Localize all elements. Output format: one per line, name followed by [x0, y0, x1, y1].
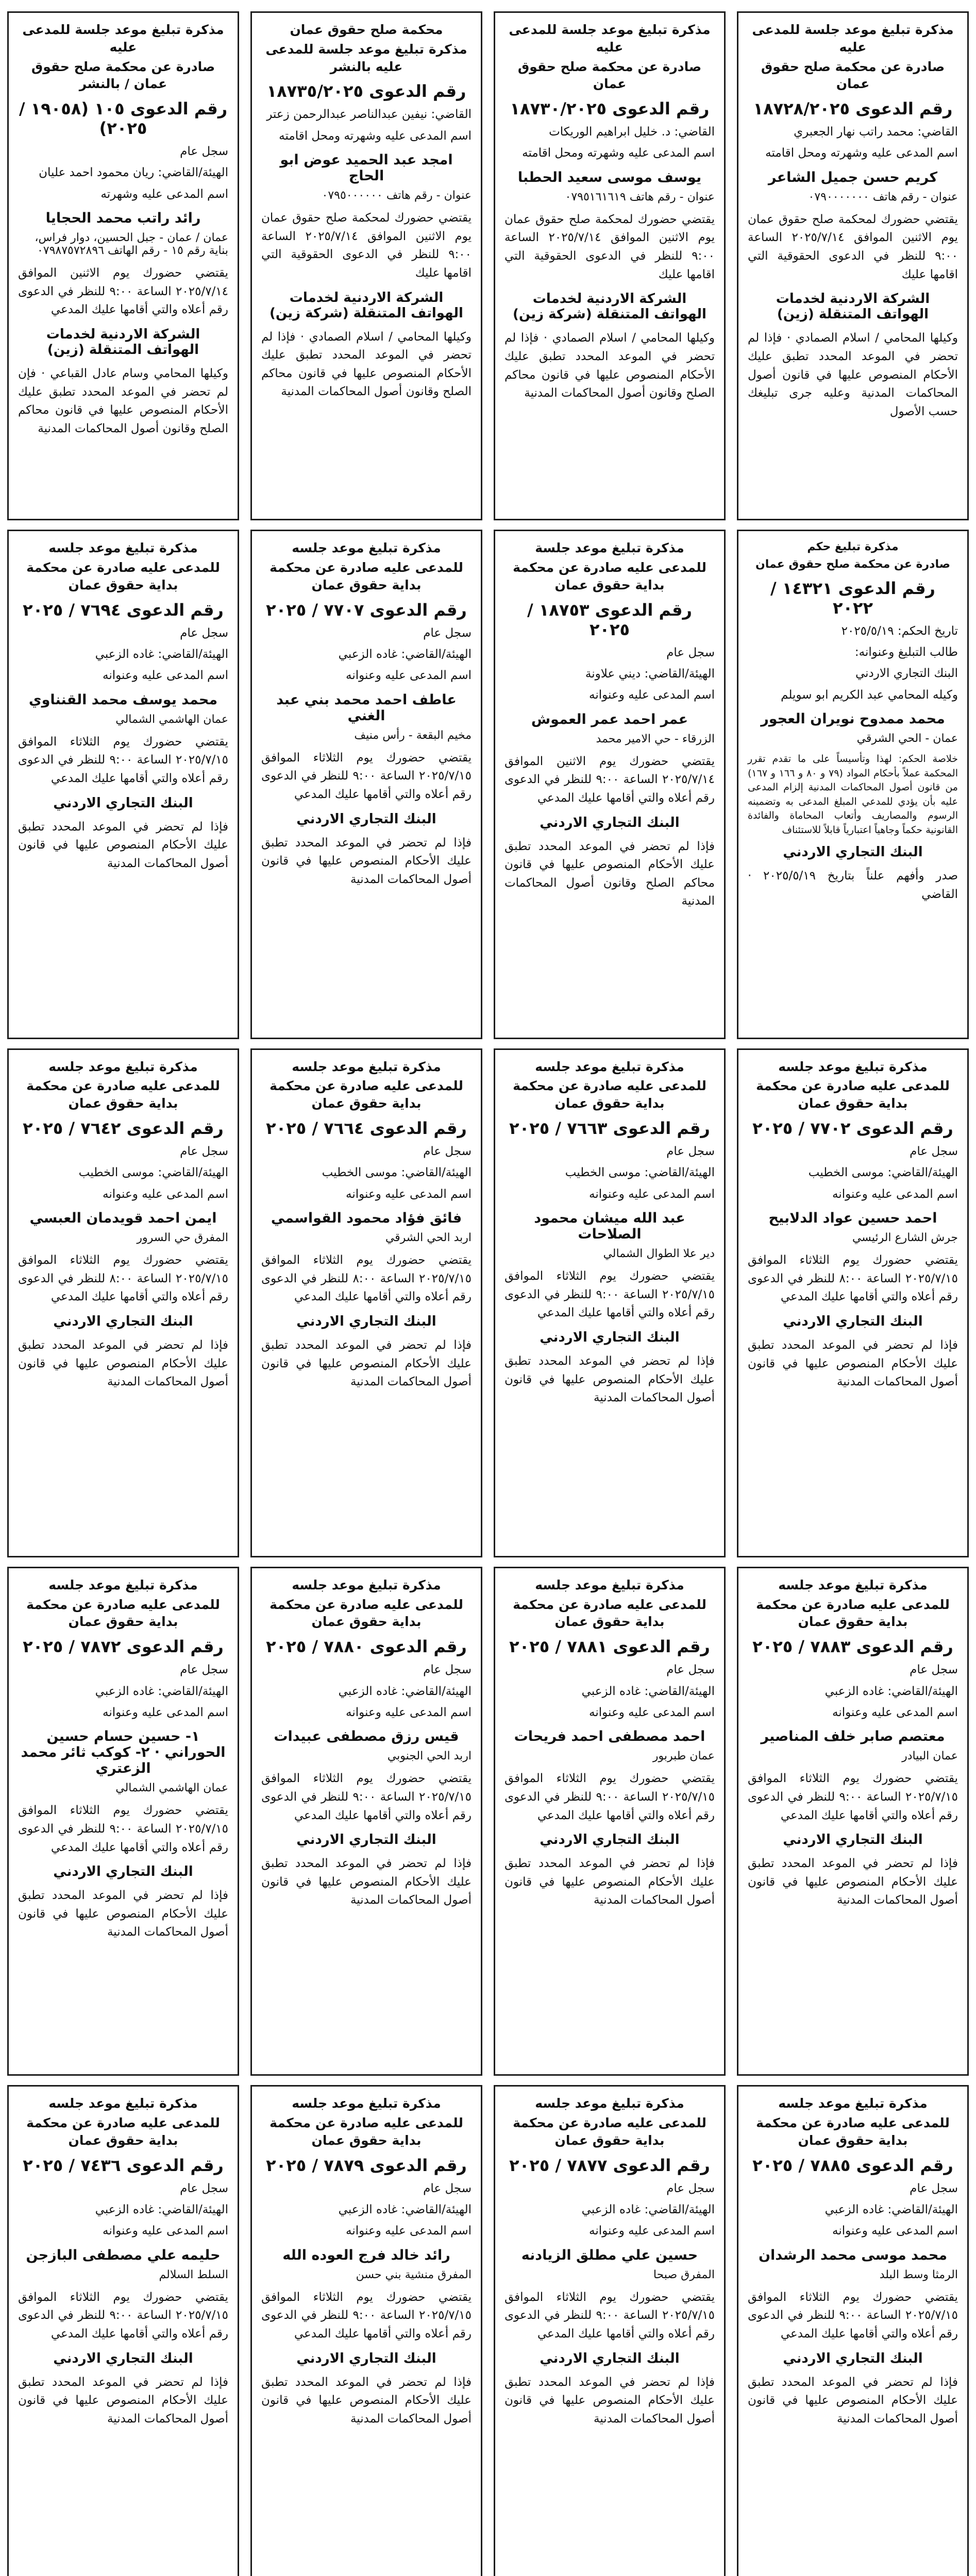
notice-court: للمدعى عليه صادرة عن محكمة بداية حقوق عمان — [26, 1597, 220, 1630]
notice-line: سجل عام — [180, 2181, 228, 2195]
plaintiff-name: البنك التجاري الاردني — [783, 844, 923, 860]
case-number: رقم الدعوى ١٨٧٥٣ / ٢٠٢٥ — [527, 600, 692, 639]
notice-line: سجل عام — [423, 1663, 472, 1677]
notice-court: للمدعى عليه صادرة عن محكمة بداية حقوق عمان — [513, 560, 706, 592]
notice-line: اسم المدعى عليه وعنوانه — [346, 2224, 472, 2238]
notice-line: طالب التبليغ وعنوانه: — [854, 646, 958, 659]
notice-body: يقتضي حضورك يوم الثلاثاء الموافق ٢٠٢٥/٧/١٥ الساعة ٩:٠٠ للنظر في الدعوى رقم أعلاه والتي أقامها عليك المدعي — [504, 1269, 715, 1320]
notice-line: سجل عام — [666, 646, 715, 659]
defendant-address: دير علا الطوال الشمالي — [603, 1247, 715, 1260]
notice-body: يقتضي حضورك لمحكمة صلح حقوق عمان يوم الاثنين الموافق ٢٠٢٥/٧/١٤ الساعة ٩:٠٠ للنظر في الدعوى الحقوقية التي اقامها عليك — [261, 211, 472, 280]
notice-title: مذكرة تبليغ موعد جلسه — [778, 1577, 928, 1592]
notice-line: وكيله المحامي عبد الكريم ابو سويلم — [781, 688, 958, 702]
defendant-name: فائق فؤاد محمود القواسمي — [271, 1210, 462, 1226]
plaintiff-name: الشركة الاردنية لخدمات الهواتف المتنقلة (شركة زين) — [513, 291, 706, 323]
notice-line: سجل عام — [180, 626, 228, 640]
court-notice — [494, 11, 726, 520]
plaintiff-name: البنك التجاري الاردني — [296, 2350, 436, 2366]
notice-closing: فإذا لم تحضر في الموعد المحدد تطبق عليك الأحكام المنصوص عليها في قانون أصول المحاكمات المدنية — [18, 1889, 228, 1939]
defendant-name: محمد ممدوح نويران العجور — [761, 711, 945, 727]
case-number: رقم الدعوى ٧٦٤٢ / ٢٠٢٥ — [23, 1118, 224, 1138]
plaintiff-name: البنك التجاري الاردني — [783, 1313, 923, 1329]
defendant-name: عبد الله ميشان محمود الصلاحات — [534, 1210, 685, 1242]
notice-line: سجل عام — [423, 2181, 472, 2195]
notice-line: القاضي: نيفين عبدالناصر عبدالرحمن زعتر — [266, 108, 472, 122]
notice-title: مذكرة تبليغ موعد جلسه — [535, 1577, 684, 1592]
notice-title: مذكرة تبليغ موعد جلسه — [48, 1059, 198, 1074]
notice-line: الهيئة/القاضي: غاده الزعبي — [95, 1684, 228, 1698]
defendant-name: احمد حسين عواد الدلابيح — [768, 1210, 937, 1226]
notice-body: يقتضي حضورك يوم الثلاثاء الموافق ٢٠٢٥/٧/١٥ الساعة ٩:٠٠ للنظر في الدعوى رقم أعلاه والتي أقامها عليك المدعي — [748, 2290, 958, 2341]
notice-line: الهيئة/القاضي: غاده الزعبي — [95, 647, 228, 661]
notice-closing: فإذا لم تحضر في الموعد المحدد تطبق عليك الأحكام المنصوص عليها في قانون محاكم الصلح وقانون أصول المحاكمات المدنية — [504, 839, 715, 908]
plaintiff-name: البنك التجاري الاردني — [296, 1313, 436, 1329]
plaintiff-name: البنك التجاري الاردني — [540, 1832, 680, 1848]
court-notice — [250, 2085, 482, 2576]
notices-grid — [7, 11, 969, 2576]
defendant-name: حسين علي مطلق الزيادنه — [521, 2247, 698, 2263]
notice-court: للمدعى عليه صادرة عن محكمة بداية حقوق عمان — [270, 1078, 463, 1111]
plaintiff-name: البنك التجاري الاردني — [53, 795, 193, 811]
notice-line: الهيئة/القاضي: غاده الزعبي — [338, 1684, 472, 1698]
notice-court: للمدعى عليه صادرة عن محكمة بداية حقوق عمان — [26, 2115, 220, 2148]
court-notice — [7, 11, 239, 520]
plaintiff-name: البنك التجاري الاردني — [53, 1864, 193, 1880]
notice-court: للمدعى عليه صادرة عن محكمة بداية حقوق عمان — [513, 2115, 706, 2148]
notice-line: سجل عام — [180, 1144, 228, 1158]
defendant-address: عمان طبربور — [652, 1750, 715, 1763]
case-number: رقم الدعوى ٧٨٧٩ / ٢٠٢٥ — [266, 2155, 467, 2175]
defendant-address: عمان الهاشمي الشمالي — [115, 713, 228, 726]
defendant-address: الزرقاء - حي الامير محمد — [596, 732, 715, 745]
notice-title: مذكرة تبليغ موعد جلسة للمدعى عليه — [752, 22, 954, 55]
notice-body: يقتضي حضورك يوم الثلاثاء الموافق ٢٠٢٥/٧/١٥ الساعة ٩:٠٠ للنظر في الدعوى رقم أعلاه والتي أقامها عليك المدعي — [18, 735, 229, 785]
notice-line: الهيئة/القاضي: غاده الزعبي — [824, 2202, 958, 2216]
plaintiff-name: البنك التجاري الاردني — [296, 811, 436, 827]
case-number: رقم الدعوى ١٨٧٢٨/٢٠٢٥ — [753, 99, 953, 118]
defendant-name: احمد مصطفى احمد فريحات — [514, 1728, 705, 1745]
notice-title: مذكرة تبليغ موعد جلسه — [778, 1059, 928, 1074]
notice-line: اسم المدعى عليه وشهرته ومحل اقامته — [765, 146, 958, 160]
notice-body: يقتضي حضورك يوم الثلاثاء الموافق ٢٠٢٥/٧/١٥ الساعة ٩:٠٠ للنظر في الدعوى رقم أعلاه والتي أقامها عليك المدعي — [18, 1804, 229, 1854]
case-number: رقم الدعوى ٧٦٦٤ / ٢٠٢٥ — [266, 1118, 467, 1138]
plaintiff-name: البنك التجاري الاردني — [783, 2350, 923, 2366]
court-notice — [494, 1567, 726, 2076]
defendant-name: كريم حسن جميل الشاعر — [768, 169, 938, 185]
case-number: رقم الدعوى ١٨٧٣٥/٢٠٢٥ — [266, 81, 466, 101]
notice-line: اسم المدعى عليه وعنوانه — [589, 2224, 715, 2238]
notice-line: اسم المدعى عليه وشهرته ومحل اقامته — [522, 146, 715, 160]
case-number: رقم الدعوى ٧٨٧٢ / ٢٠٢٥ — [23, 1637, 224, 1657]
notice-court: للمدعى عليه صادرة عن محكمة بداية حقوق عمان — [270, 2115, 463, 2148]
case-number: رقم الدعوى ٧٨٨٣ / ٢٠٢٥ — [752, 1637, 953, 1657]
defendant-name: حليمه علي مصطفى البازجن — [26, 2247, 221, 2263]
court-notice — [737, 530, 969, 1039]
defendant-address: عمان / عمان - جبل الحسين، دوار فراس، بناية رقم ١٥ - رقم الهاتف ٠٧٩٨٧٥٧٢٨٩٦ — [35, 231, 228, 258]
notice-line: سجل عام — [423, 626, 472, 640]
notice-closing: وكيلها المحامي / اسلام الصمادي · فإذا لم تحضر في الموعد المحدد تطبق عليك الأحكام المنصوص عليها في قانون أصول المحاكمات المدنية وعليه جرى تبليغك حسب الأصول — [748, 331, 958, 418]
notice-title: مذكرة تبليغ موعد جلسه — [535, 2096, 684, 2111]
notice-title: مذكرة تبليغ موعد جلسه — [48, 1577, 198, 1592]
notice-line: سجل عام — [910, 1663, 958, 1677]
case-number: رقم الدعوى ٧٨٨١ / ٢٠٢٥ — [509, 1637, 710, 1657]
defendant-address: المفرق حي السرور — [137, 1231, 228, 1244]
notice-line: الهيئة/القاضي: غاده الزعبي — [95, 2202, 228, 2216]
notice-line: اسم المدعى عليه وعنوانه — [103, 1705, 228, 1719]
notice-line: اسم المدعى عليه وعنوانه — [589, 1705, 715, 1719]
notice-closing: وكيلها المحامي وسام عادل القباعي · فإن لم تحضر في الموعد المحدد تطبق عليك الأحكام المنصوص عليها في قانون محاكم الصلح وقانون أصول المحاكمات المدنية — [18, 366, 228, 435]
defendant-name: يوسف موسى سعيد الحطبا — [517, 169, 702, 185]
defendant-name: ١- حسين حسام حسين الحوراني · ٢- كوكب ثائر محمد الزعتري — [21, 1728, 226, 1777]
notice-line: اسم المدعى عليه وعنوانه — [346, 669, 472, 683]
notice-court: للمدعى عليه صادرة عن محكمة بداية حقوق عمان — [270, 560, 463, 592]
court-notice — [494, 530, 726, 1039]
defendant-address: المفرق منشية بني حسن — [356, 2268, 472, 2281]
notice-title: مذكرة تبليغ حكم — [807, 540, 899, 554]
notice-court: للمدعى عليه صادرة عن محكمة بداية حقوق عمان — [26, 560, 220, 592]
notice-title: مذكرة تبليغ موعد جلسه — [292, 1577, 441, 1592]
case-number: رقم الدعوى ١٨٧٣٠/٢٠٢٥ — [510, 99, 710, 118]
court-notice — [737, 2085, 969, 2576]
notice-line: سجل عام — [910, 2181, 958, 2195]
notice-title: مذكرة تبليغ موعد جلسه — [535, 1059, 684, 1074]
defendant-name: محمد يوسف محمد القنناوي — [28, 691, 218, 708]
defendant-address: مخيم البقعة - رأس منيف — [354, 728, 472, 742]
notice-line: الهيئة/القاضي: غاده الزعبي — [581, 2202, 715, 2216]
notice-closing: فإذا لم تحضر في الموعد المحدد تطبق عليك الأحكام المنصوص عليها في قانون أصول المحاكمات المدنية — [748, 2375, 958, 2426]
notice-line: اسم المدعى عليه وعنوانه — [103, 1187, 228, 1201]
notice-line: اسم المدعى عليه وعنوانه — [589, 688, 715, 702]
court-notice — [494, 2085, 726, 2576]
notice-line: سجل عام — [666, 1144, 715, 1158]
court-notice — [494, 1048, 726, 1557]
notice-closing: فإذا لم تحضر في الموعد المحدد تطبق عليك الأحكام المنصوص عليها في قانون أصول المحاكمات المدنية — [748, 1338, 958, 1389]
notice-line: اسم المدعى عليه وشهرته ومحل اقامته — [279, 129, 472, 143]
case-number: رقم الدعوى ٧٧٠٧ / ٢٠٢٥ — [266, 600, 467, 620]
notice-body: خلاصة الحكم: لهذا وتأسيساً على ما تقدم تقرر المحكمة عملاً بأحكام المواد (٧٩ و ٨٠ و ١٦٦ و ١٦٧) من قانون أصول المحاكمات المدنية إلزام المدعى عليه بأن يؤدي للمدعي المبلغ المدعى به وتضمينه الرسوم والمصاريف وأتعاب المحاماة والفائدة القانونية حكماً وجاهياً اعتبارياً قابلاً للاستئناف — [748, 753, 958, 836]
notice-body: يقتضي حضورك يوم الثلاثاء الموافق ٢٠٢٥/٧/١٥ الساعة ٨:٠٠ للنظر في الدعوى رقم أعلاه والتي أقامها عليك المدعي — [261, 1253, 472, 1304]
case-number: رقم الدعوى ١٠٥ (١٩٠٥٨ / ٢٠٢٥) — [19, 99, 228, 138]
notice-court: للمدعى عليه صادرة عن محكمة بداية حقوق عمان — [513, 1078, 706, 1111]
case-number: رقم الدعوى ٧٨٨٥ / ٢٠٢٥ — [752, 2155, 953, 2175]
plaintiff-name: البنك التجاري الاردني — [783, 1832, 923, 1848]
case-number: رقم الدعوى ٧٤٣٦ / ٢٠٢٥ — [23, 2155, 224, 2175]
notice-court: للمدعى عليه صادرة عن محكمة بداية حقوق عمان — [756, 1078, 950, 1111]
notice-title: مذكرة تبليغ موعد جلسة للمدعى عليه — [509, 22, 711, 55]
notice-line: سجل عام — [180, 145, 228, 158]
notice-title: مذكرة تبليغ موعد جلسه — [48, 2096, 198, 2111]
plaintiff-name: الشركة الاردنية لخدمات الهواتف المتنقلة (شركة زين) — [270, 290, 463, 321]
case-number: رقم الدعوى ٧٨٧٧ / ٢٠٢٥ — [509, 2155, 710, 2175]
notice-line: سجل عام — [910, 1144, 958, 1158]
notice-closing: فإذا لم تحضر في الموعد المحدد تطبق عليك الأحكام المنصوص عليها في قانون أصول المحاكمات المدنية — [261, 1338, 472, 1389]
notice-body: يقتضي حضورك يوم الثلاثاء الموافق ٢٠٢٥/٧/١٥ الساعة ٩:٠٠ للنظر في الدعوى رقم أعلاه والتي أقامها عليك المدعي — [261, 1772, 472, 1822]
plaintiff-name: الشركة الاردنية لخدمات الهواتف المتنقلة (زين) — [776, 291, 930, 323]
court-notice — [7, 2085, 239, 2576]
court-notice — [250, 11, 482, 520]
defendant-address: السلط السلالم — [159, 2268, 228, 2281]
notice-court: صادرة عن محكمة صلح حقوق عمان — [517, 59, 702, 92]
defendant-address: عمان البيادر — [902, 1750, 958, 1763]
defendant-name: ايمن احمد قويدمان العبسي — [29, 1210, 217, 1226]
plaintiff-name: البنك التجاري الاردني — [53, 2350, 193, 2366]
notice-body: يقتضي حضورك يوم الثلاثاء الموافق ٢٠٢٥/٧/١٥ الساعة ٩:٠٠ للنظر في الدعوى رقم أعلاه والتي أقامها عليك المدعي — [261, 2290, 472, 2341]
court-notice — [250, 530, 482, 1039]
notice-line: سجل عام — [423, 1144, 472, 1158]
notice-line: اسم المدعى عليه وعنوانه — [103, 669, 228, 683]
plaintiff-name: البنك التجاري الاردني — [540, 2350, 680, 2366]
notice-closing: فإذا لم تحضر في الموعد المحدد تطبق عليك الأحكام المنصوص عليها في قانون أصول المحاكمات المدنية — [504, 1857, 715, 1907]
notice-court: مذكرة تبليغ موعد جلسة للمدعى عليه بالنشر — [265, 41, 467, 74]
notice-closing: فإذا لم تحضر في الموعد المحدد تطبق عليك الأحكام المنصوص عليها في قانون أصول المحاكمات المدنية — [504, 1354, 715, 1405]
notice-title: مذكرة تبليغ موعد جلسه — [292, 1059, 441, 1074]
notice-court: صادرة عن محكمة صلح حقوق عمان / بالنشر — [31, 59, 215, 92]
notice-line: الهيئة/القاضي: غاده الزعبي — [338, 647, 472, 661]
notice-court: للمدعى عليه صادرة عن محكمة بداية حقوق عمان — [756, 1597, 950, 1630]
case-number: رقم الدعوى ٧٦٦٣ / ٢٠٢٥ — [509, 1118, 710, 1138]
notice-title: مذكرة تبليغ موعد جلسه — [778, 2096, 928, 2111]
defendant-address: اربد الحي الشرقي — [385, 1231, 472, 1244]
case-number: رقم الدعوى ٧٧٠٢ / ٢٠٢٥ — [752, 1118, 953, 1138]
court-notice — [7, 1048, 239, 1557]
case-number: رقم الدعوى ٧٦٩٤ / ٢٠٢٥ — [23, 600, 224, 620]
notice-line: الهيئة/القاضي: غاده الزعبي — [581, 1684, 715, 1698]
plaintiff-name: البنك التجاري الاردني — [296, 1832, 436, 1848]
notice-body: يقتضي حضورك يوم الاثنين الموافق ٢٠٢٥/٧/١٤ الساعة ٩:٠٠ للنظر في الدعوى رقم أعلاه والتي أقامها عليك المدعي — [18, 266, 229, 317]
notice-closing: فإذا لم تحضر في الموعد المحدد تطبق عليك الأحكام المنصوص عليها في قانون أصول المحاكمات المدنية — [261, 836, 472, 886]
notice-line: الهيئة/القاضي: موسى الخطيب — [322, 1166, 472, 1180]
notice-line: سجل عام — [180, 1663, 228, 1677]
defendant-address: عنوان - رقم هاتف ٠٧٩٠٠٠٠٠٠٠ — [808, 190, 958, 204]
notice-body: يقتضي حضورك يوم الثلاثاء الموافق ٢٠٢٥/٧/١٥ الساعة ٩:٠٠ للنظر في الدعوى رقم أعلاه والتي أقامها عليك المدعي — [504, 2290, 715, 2341]
notice-body: يقتضي حضورك يوم الثلاثاء الموافق ٢٠٢٥/٧/١٥ الساعة ٨:٠٠ للنظر في الدعوى رقم أعلاه والتي أقامها عليك المدعي — [748, 1253, 958, 1304]
defendant-address: الرمثا وسط البلد — [879, 2268, 958, 2281]
case-number: رقم الدعوى ١٤٣٢١ / ٢٠٢٢ — [770, 578, 935, 618]
notice-title: مذكرة تبليغ موعد جلسة للمدعى عليه — [22, 22, 224, 55]
notice-court: للمدعى عليه صادرة عن محكمة بداية حقوق عمان — [26, 1078, 220, 1111]
notice-body: يقتضي حضورك يوم الثلاثاء الموافق ٢٠٢٥/٧/١٥ الساعة ٩:٠٠ للنظر في الدعوى رقم أعلاه والتي أقامها عليك المدعي — [18, 2290, 229, 2341]
notice-closing: فإذا لم تحضر في الموعد المحدد تطبق عليك الأحكام المنصوص عليها في قانون أصول المحاكمات المدنية — [748, 1857, 958, 1907]
defendant-address: جرش الشارع الرئيسي — [852, 1231, 958, 1244]
court-notice — [737, 1567, 969, 2076]
notice-line: الهيئة/القاضي: موسى الخطيب — [565, 1166, 715, 1180]
notice-line: اسم المدعى عليه وعنوانه — [832, 1705, 958, 1719]
defendant-address: عمان - الحي الشرقي — [856, 732, 958, 745]
notice-court: صادرة عن محكمة صلح حقوق عمان — [755, 558, 950, 571]
notice-line: سجل عام — [666, 2181, 715, 2195]
notice-line: اسم المدعى عليه وعنوانه — [103, 2224, 228, 2238]
notice-line: اسم المدعى عليه وعنوانه — [589, 1187, 715, 1201]
defendant-name: امجد عبد الحميد عوض ابو الحاج — [280, 151, 453, 184]
court-notice — [7, 1567, 239, 2076]
notice-closing: وكيلها المحامي / اسلام الصمادي · فإذا لم تحضر في الموعد المحدد تطبق عليك الأحكام المنصوص عليها في قانون محاكم الصلح وقانون أصول المحاكمات المدنية — [504, 331, 715, 400]
notice-line: اسم المدعى عليه وعنوانه — [832, 2224, 958, 2238]
court-notice — [737, 1048, 969, 1557]
plaintiff-name: البنك التجاري الاردني — [540, 815, 680, 831]
notice-line: اسم المدعى عليه وعنوانه — [832, 1187, 958, 1201]
court-notice — [7, 530, 239, 1039]
notice-title: مذكرة تبليغ موعد جلسه — [292, 2096, 441, 2111]
defendant-name: معتصم صابر خلف المناصير — [761, 1728, 945, 1745]
plaintiff-name: البنك التجاري الاردني — [53, 1313, 193, 1329]
notice-body: يقتضي حضورك يوم الثلاثاء الموافق ٢٠٢٥/٧/١٥ الساعة ٩:٠٠ للنظر في الدعوى رقم أعلاه والتي أقامها عليك المدعي — [748, 1772, 958, 1822]
plaintiff-name: الشركة الاردنية لخدمات الهواتف المتنقلة (زين) — [46, 326, 200, 358]
notice-closing: فإذا لم تحضر في الموعد المحدد تطبق عليك الأحكام المنصوص عليها في قانون أصول المحاكمات المدنية — [504, 2375, 715, 2426]
defendant-name: رائد خالد فرج العوده الله — [282, 2247, 450, 2263]
notice-line: الهيئة/القاضي: ديني علاونة — [585, 667, 715, 681]
notice-line: القاضي: محمد راتب نهار الجعبري — [794, 125, 958, 139]
notice-closing: فإذا لم تحضر في الموعد المحدد تطبق عليك الأحكام المنصوص عليها في قانون أصول المحاكمات المدنية — [261, 1857, 472, 1907]
notice-body: يقتضي حضورك لمحكمة صلح حقوق عمان يوم الاثنين الموافق ٢٠٢٥/٧/١٤ الساعة ٩:٠٠ للنظر في الدعوى الحقوقية التي اقامها عليك — [748, 212, 958, 281]
defendant-address: اربد الحي الجنوبي — [387, 1750, 472, 1763]
notice-closing: فإذا لم تحضر في الموعد المحدد تطبق عليك الأحكام المنصوص عليها في قانون أصول المحاكمات المدنية — [18, 1338, 228, 1389]
defendant-name: رائد راتب محمد الحجايا — [45, 210, 201, 227]
plaintiff-name: البنك التجاري الاردني — [540, 1329, 680, 1345]
notice-body: يقتضي حضورك لمحكمة صلح حقوق عمان يوم الاثنين الموافق ٢٠٢٥/٧/١٤ الساعة ٩:٠٠ للنظر في الدعوى الحقوقية التي اقامها عليك — [504, 212, 715, 281]
case-number: رقم الدعوى ٧٨٨٠ / ٢٠٢٥ — [266, 1637, 467, 1657]
notice-title: مذكرة تبليغ موعد جلسه — [48, 540, 198, 556]
notice-line: الهيئة/القاضي: غاده الزعبي — [824, 1684, 958, 1698]
notice-title: مذكرة تبليغ موعد جلسة — [535, 540, 684, 556]
notice-court: للمدعى عليه صادرة عن محكمة بداية حقوق عمان — [270, 1597, 463, 1630]
notice-closing: فإذا لم تحضر في الموعد المحدد تطبق عليك الأحكام المنصوص عليها في قانون أصول المحاكمات المدنية — [18, 2375, 228, 2426]
defendant-name: عمر احمد عمر العموش — [531, 711, 688, 727]
notice-body: يقتضي حضورك يوم الثلاثاء الموافق ٢٠٢٥/٧/١٥ الساعة ٩:٠٠ للنظر في الدعوى رقم أعلاه والتي أقامها عليك المدعي — [504, 1772, 715, 1822]
notice-body: يقتضي حضورك يوم الثلاثاء الموافق ٢٠٢٥/٧/١٥ الساعة ٨:٠٠ للنظر في الدعوى رقم أعلاه والتي أقامها عليك المدعي — [18, 1253, 229, 1304]
notice-line: الهيئة/القاضي: غاده الزعبي — [338, 2202, 472, 2216]
notice-body: يقتضي حضورك يوم الثلاثاء الموافق ٢٠٢٥/٧/١٥ الساعة ٩:٠٠ للنظر في الدعوى رقم أعلاه والتي أقامها عليك المدعي — [261, 751, 472, 801]
notice-court: للمدعى عليه صادرة عن محكمة بداية حقوق عمان — [513, 1597, 706, 1630]
notice-line: سجل عام — [666, 1663, 715, 1677]
notice-line: الهيئة/القاضي: موسى الخطيب — [808, 1166, 958, 1180]
defendant-name: محمد موسى محمد الرشدان — [758, 2247, 948, 2263]
court-notice — [737, 11, 969, 520]
notice-line: القاضي: د. خليل ابراهيم الوريكات — [549, 125, 715, 139]
notice-line: البنك التجاري الاردني — [855, 667, 958, 681]
notice-line: اسم المدعى عليه وعنوانه — [346, 1187, 472, 1201]
notice-line: الهيئة/القاضي: موسى الخطيب — [78, 1166, 228, 1180]
notice-line: اسم المدعى عليه وشهرته — [100, 187, 228, 201]
defendant-name: عاطف احمد محمد بني عبد الغني — [276, 691, 457, 724]
notice-line: تاريخ الحكم: ٢٠٢٥/٥/١٩ — [841, 624, 958, 638]
notice-court: للمدعى عليه صادرة عن محكمة بداية حقوق عمان — [756, 2115, 950, 2148]
court-notice — [250, 1048, 482, 1557]
notice-line: اسم المدعى عليه وعنوانه — [346, 1705, 472, 1719]
notice-closing: وكيلها المحامي / اسلام الصمادي · فإذا لم تحضر في الموعد المحدد تطبق عليك الأحكام المنصوص عليها في قانون محاكم الصلح وقانون أصول المحاكمات المدنية — [261, 330, 472, 399]
notice-closing: صدر وأفهم علناً بتاريخ ٢٠٢٥/٥/١٩ · القاضي — [748, 869, 958, 901]
notice-closing: فإذا لم تحضر في الموعد المحدد تطبق عليك الأحكام المنصوص عليها في قانون أصول المحاكمات المدنية — [261, 2375, 472, 2426]
defendant-address: المفرق صبحا — [653, 2268, 715, 2281]
notice-closing: فإذا لم تحضر في الموعد المحدد تطبق عليك الأحكام المنصوص عليها في قانون أصول المحاكمات المدنية — [18, 820, 228, 870]
court-notice — [250, 1567, 482, 2076]
notice-line: الهيئة/القاضي: ريان محمود احمد عليان — [39, 166, 228, 180]
defendant-name: قيس رزق مصطفى عبيدات — [274, 1728, 459, 1745]
defendant-address: عنوان - رقم هاتف ٠٧٩٥٠٠٠٠٠٠ — [322, 189, 472, 202]
notice-title: مذكرة تبليغ موعد جلسه — [292, 540, 441, 556]
notice-court: صادرة عن محكمة صلح حقوق عمان — [761, 59, 945, 92]
defendant-address: عنوان - رقم هاتف ٠٧٩٥١٦١٦١٩ — [565, 190, 715, 204]
notice-body: يقتضي حضورك يوم الاثنين الموافق ٢٠٢٥/٧/١٤ الساعة ٩:٠٠ للنظر في الدعوى رقم أعلاه والتي أقامها عليك المدعي — [504, 754, 715, 805]
notice-title: محكمة صلح حقوق عمان — [290, 22, 443, 37]
defendant-address: عمان الهاشمي الشمالي — [115, 1782, 228, 1795]
